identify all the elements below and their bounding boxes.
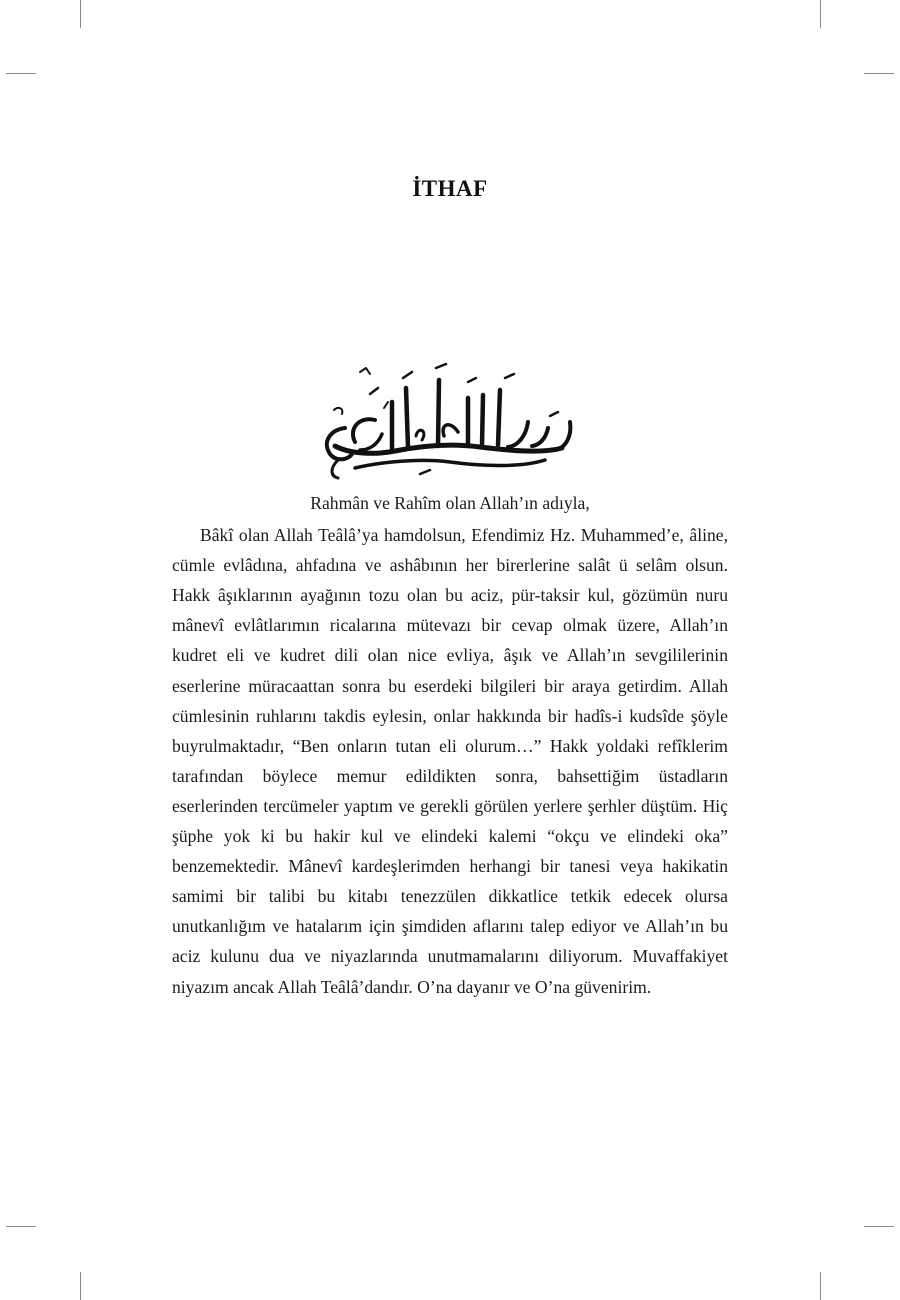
crop-mark-bottom-right — [820, 1272, 821, 1300]
basmala-calligraphy — [300, 350, 600, 480]
crop-mark-top-left — [80, 0, 81, 28]
crop-mark-left-top — [6, 73, 36, 74]
crop-mark-top-right — [820, 0, 821, 28]
crop-mark-right-bottom — [864, 1226, 894, 1227]
dedication-paragraph: Bâkî olan Allah Teâlâ’ya hamdolsun, Efendimiz Hz. Muhammed’e, âline, cümle evlâdına, ahfadına ve ashâbının her birerlerine salât ü selâm olsun. Hakk âşıklarının ayağının tozu olan bu aciz, pür-taksir kul, gözümün nuru mânevî evlâtlarımın ricalarına mütevazı bir cevap olmak üzere, Allah’ın kudret eli ve kudret dili olan nice evliya, âşık ve Allah’ın sevgililerinin eserlerine müracaattan sonra bu eserdeki bilgileri bir araya getirdim. Allah cümlesinin ruhlarını takdis eylesin, onlar hakkında bir hadîs-i kudsîde şöyle buyrulmaktadır, “Ben onların tutan eli olurum…” Hakk yoldaki refîklerim tarafından böylece memur edildikten sonra, bahsettiğim üstadların eserlerinden tercümeler yaptım ve gerekli görülen yerlere şerhler düştüm. Hiç şüphe yok ki bu hakir kul ve elindeki kalemi “okçu ve elindeki oka” benzemektedir. Mânevî kardeşlerimden herhangi bir tanesi veya hakikatin samimi bir talibi bu kitabı tenezzülen dikkatlice tetkik edecek olursa unutkanlığım ve hatalarım için şimdiden aflarını talep ediyor ve Allah’ın bu aciz kulunu dua ve niyazlarında unutmamalarını diliyorum. Muvaffakiyet niyazım ancak Allah Teâlâ’dandır. O’na dayanır ve O’na güvenirim. — [172, 525, 728, 997]
intro-line: Rahmân ve Rahîm olan Allah’ın adıyla, — [310, 493, 590, 513]
dedication-text — [172, 488, 728, 1002]
crop-mark-right-top — [864, 73, 894, 74]
crop-mark-left-bottom — [6, 1226, 36, 1227]
crop-mark-bottom-left — [80, 1272, 81, 1300]
page-title: İTHAF — [412, 176, 488, 201]
